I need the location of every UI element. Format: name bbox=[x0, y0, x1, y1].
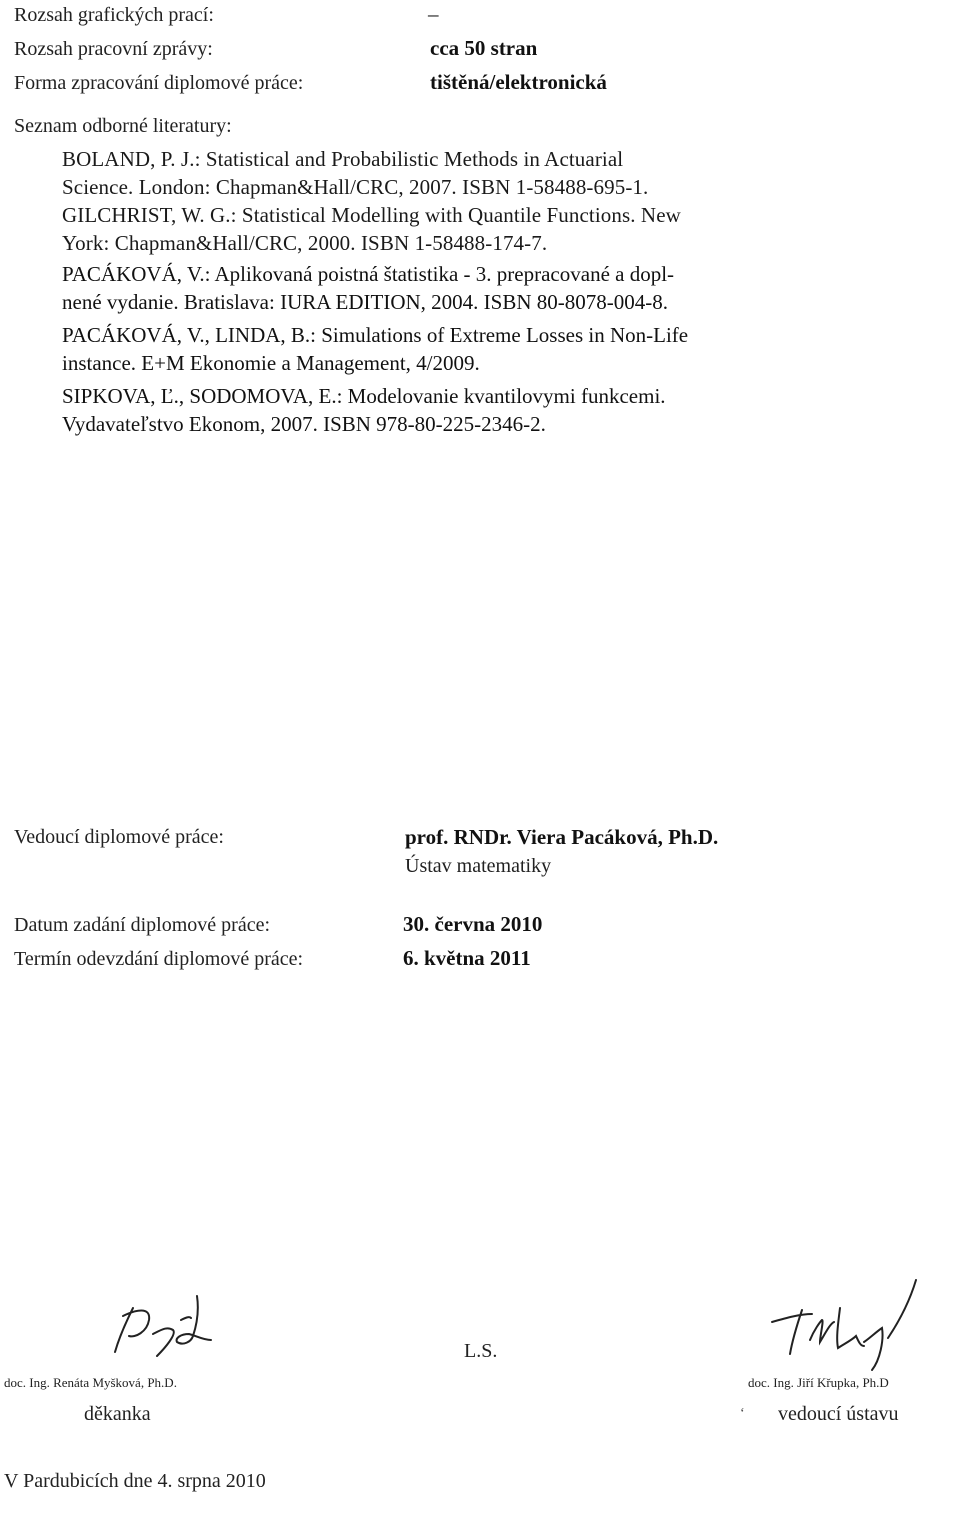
assigned-date-value: 30. června 2010 bbox=[403, 912, 543, 936]
literature-line: nené vydanie. Bratislava: IURA EDITION, 2004. ISBN 80-8078-004-8. bbox=[62, 290, 668, 314]
graphic-works-label: Rozsah grafických prací: bbox=[14, 4, 214, 26]
dean-name: doc. Ing. Renáta Myšková, Ph.D. bbox=[4, 1375, 177, 1390]
literature-heading: Seznam odborné literatury: bbox=[14, 115, 232, 137]
supervisor-label: Vedoucí diplomové práce: bbox=[14, 826, 224, 848]
dean-signature-icon bbox=[105, 1290, 245, 1370]
literature-line: Vydavateľstvo Ekonom, 2007. ISBN 978-80-225-2346-2. bbox=[62, 412, 546, 436]
dean-role: děkanka bbox=[84, 1403, 151, 1425]
supervisor-institute: Ústav matematiky bbox=[405, 855, 552, 877]
literature-line: Science. London: Chapman&Hall/CRC, 2007. ISBN 1-58488-695-1. bbox=[62, 175, 649, 199]
report-scope-value: cca 50 stran bbox=[430, 36, 538, 60]
assigned-date-label: Datum zadání diplomové práce: bbox=[14, 914, 271, 936]
due-date-label: Termín odevzdání diplomové práce: bbox=[14, 948, 304, 970]
literature-line: GILCHRIST, W. G.: Statistical Modelling with Quantile Functions. New bbox=[62, 203, 681, 227]
due-date-value: 6. května 2011 bbox=[403, 946, 531, 970]
literature-line: York: Chapman&Hall/CRC, 2000. ISBN 1-58488-174-7. bbox=[62, 231, 548, 255]
thesis-form-value: tištěná/elektronická bbox=[430, 70, 607, 94]
report-scope-label: Rozsah pracovní zprávy: bbox=[14, 38, 213, 60]
head-signature-icon bbox=[760, 1280, 930, 1370]
literature-line: PACÁKOVÁ, V.: Aplikovaná poistná štatistika - 3. prepracované a dopl- bbox=[62, 262, 675, 286]
institute-head-name: doc. Ing. Jiří Křupka, Ph.D bbox=[748, 1375, 889, 1390]
place-date: V Pardubicích dne 4. srpna 2010 bbox=[4, 1470, 266, 1492]
thesis-form-label: Forma zpracování diplomové práce: bbox=[14, 72, 304, 94]
literature-line: BOLAND, P. J.: Statistical and Probabilistic Methods in Actuarial bbox=[62, 147, 624, 171]
literature-line: SIPKOVA, Ľ., SODOMOVA, E.: Modelovanie kvantilovymi funkcemi. bbox=[62, 384, 666, 408]
supervisor-name: prof. RNDr. Viera Pacáková, Ph.D. bbox=[405, 825, 719, 849]
bullet-mark-icon: ʻ bbox=[740, 1406, 745, 1421]
stamp-placeholder: L.S. bbox=[464, 1340, 498, 1362]
institute-head-role: vedoucí ústavu bbox=[778, 1403, 899, 1425]
graphic-works-value: – bbox=[428, 2, 439, 26]
literature-line: instance. E+M Ekonomie a Management, 4/2009. bbox=[62, 351, 480, 375]
literature-line: PACÁKOVÁ, V., LINDA, B.: Simulations of Extreme Losses in Non-Life bbox=[62, 323, 689, 347]
